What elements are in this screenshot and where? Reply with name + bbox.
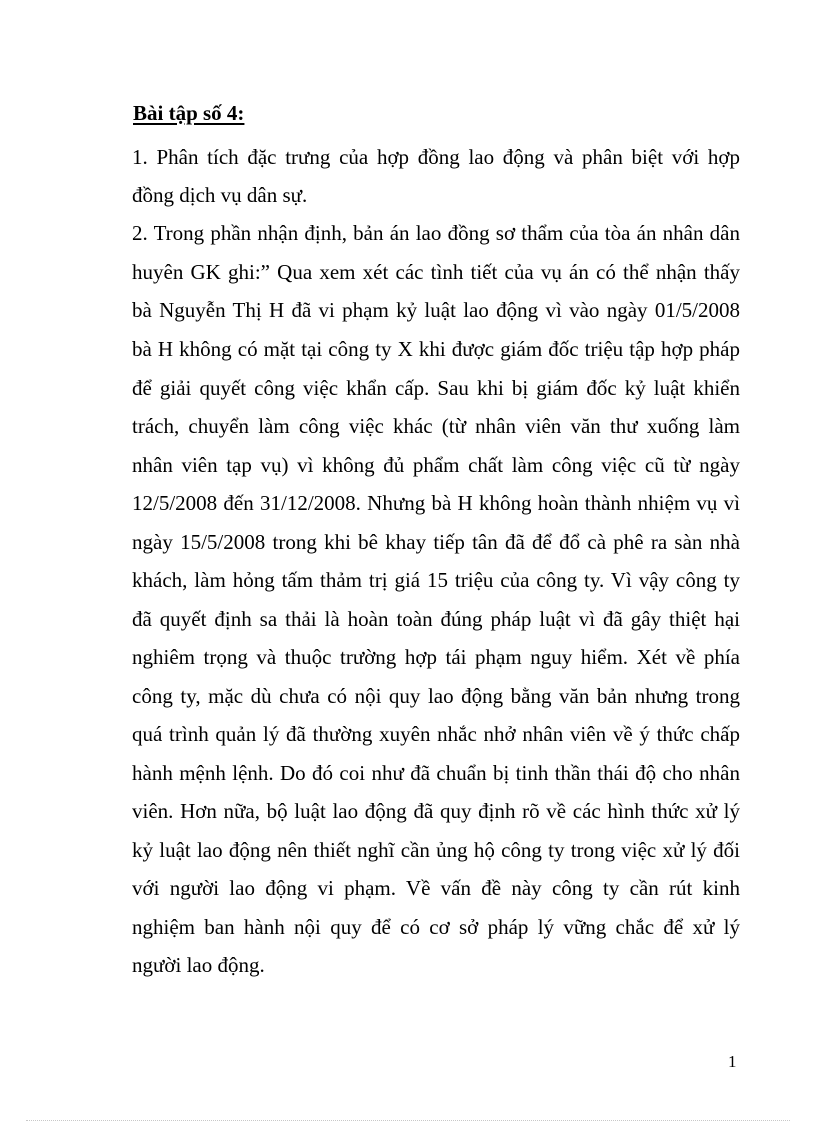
question-2-line-9: ngày 15/5/2008 trong khi bê khay tiếp tân đã để đổ cà phê ra sàn nhà bbox=[132, 530, 740, 554]
question-2-line-1: 2. Trong phần nhận định, bản án lao đồng sơ thẩm của tòa án nhân dân bbox=[132, 221, 740, 245]
question-2-line-11: đã quyết định sa thải là hoàn toàn đúng pháp luật vì đã gây thiệt hại bbox=[132, 607, 740, 631]
question-2-line-7: nhân viên tạp vụ) vì không đủ phẩm chất làm công việc cũ từ ngày bbox=[132, 453, 740, 477]
question-2-line-6: trách, chuyển làm công việc khác (từ nhân viên văn thư xuống làm bbox=[132, 414, 740, 438]
question-2-line-16: viên. Hơn nữa, bộ luật lao động đã quy định rõ về các hình thức xử lý bbox=[132, 799, 740, 823]
question-2-line-15: hành mệnh lệnh. Do đó coi như đã chuẩn bị tinh thần thái độ cho nhân bbox=[132, 761, 740, 785]
page-number: 1 bbox=[728, 1052, 737, 1071]
question-2-line-10: khách, làm hỏng tấm thảm trị giá 15 triệu của công ty. Vì vậy công ty bbox=[132, 568, 740, 592]
question-2-line-3: bà Nguyễn Thị H đã vi phạm kỷ luật lao động vì vào ngày 01/5/2008 bbox=[132, 298, 740, 322]
question-2-line-18: với người lao động vi phạm. Về vấn đề này công ty cần rút kinh bbox=[132, 876, 740, 900]
footer-divider bbox=[26, 1120, 790, 1121]
question-2-line-12: nghiêm trọng và thuộc trường hợp tái phạm nguy hiểm. Xét về phía bbox=[132, 645, 740, 669]
question-2-line-2: huyên GK ghi:” Qua xem xét các tình tiết của vụ án có thể nhận thấy bbox=[132, 260, 740, 284]
exercise-title: Bài tập số 4: bbox=[133, 101, 245, 125]
question-2-line-5: để giải quyết công việc khẩn cấp. Sau khi bị giám đốc kỷ luật khiển bbox=[132, 376, 740, 400]
question-2-line-8: 12/5/2008 đến 31/12/2008. Nhưng bà H không hoàn thành nhiệm vụ vì bbox=[132, 491, 740, 515]
question-2-line-4: bà H không có mặt tại công ty X khi được giám đốc triệu tập hợp pháp bbox=[132, 337, 740, 361]
question-2-line-17: kỷ luật lao động nên thiết nghĩ cần ủng hộ công ty trong việc xử lý đối bbox=[132, 838, 740, 862]
question-2-line-14: quá trình quản lý đã thường xuyên nhắc nhở nhân viên về ý thức chấp bbox=[132, 722, 740, 746]
question-2-line-20: người lao động. bbox=[132, 953, 265, 977]
question-2-line-13: công ty, mặc dù chưa có nội quy lao động bằng văn bản nhưng trong bbox=[132, 684, 740, 708]
question-2-line-19: nghiệm ban hành nội quy để có cơ sở pháp lý vững chắc để xử lý bbox=[132, 915, 740, 939]
question-1-line-2: đồng dịch vụ dân sự. bbox=[132, 183, 308, 207]
question-1-line-1: 1. Phân tích đặc trưng của hợp đồng lao động và phân biệt với hợp bbox=[132, 145, 740, 169]
